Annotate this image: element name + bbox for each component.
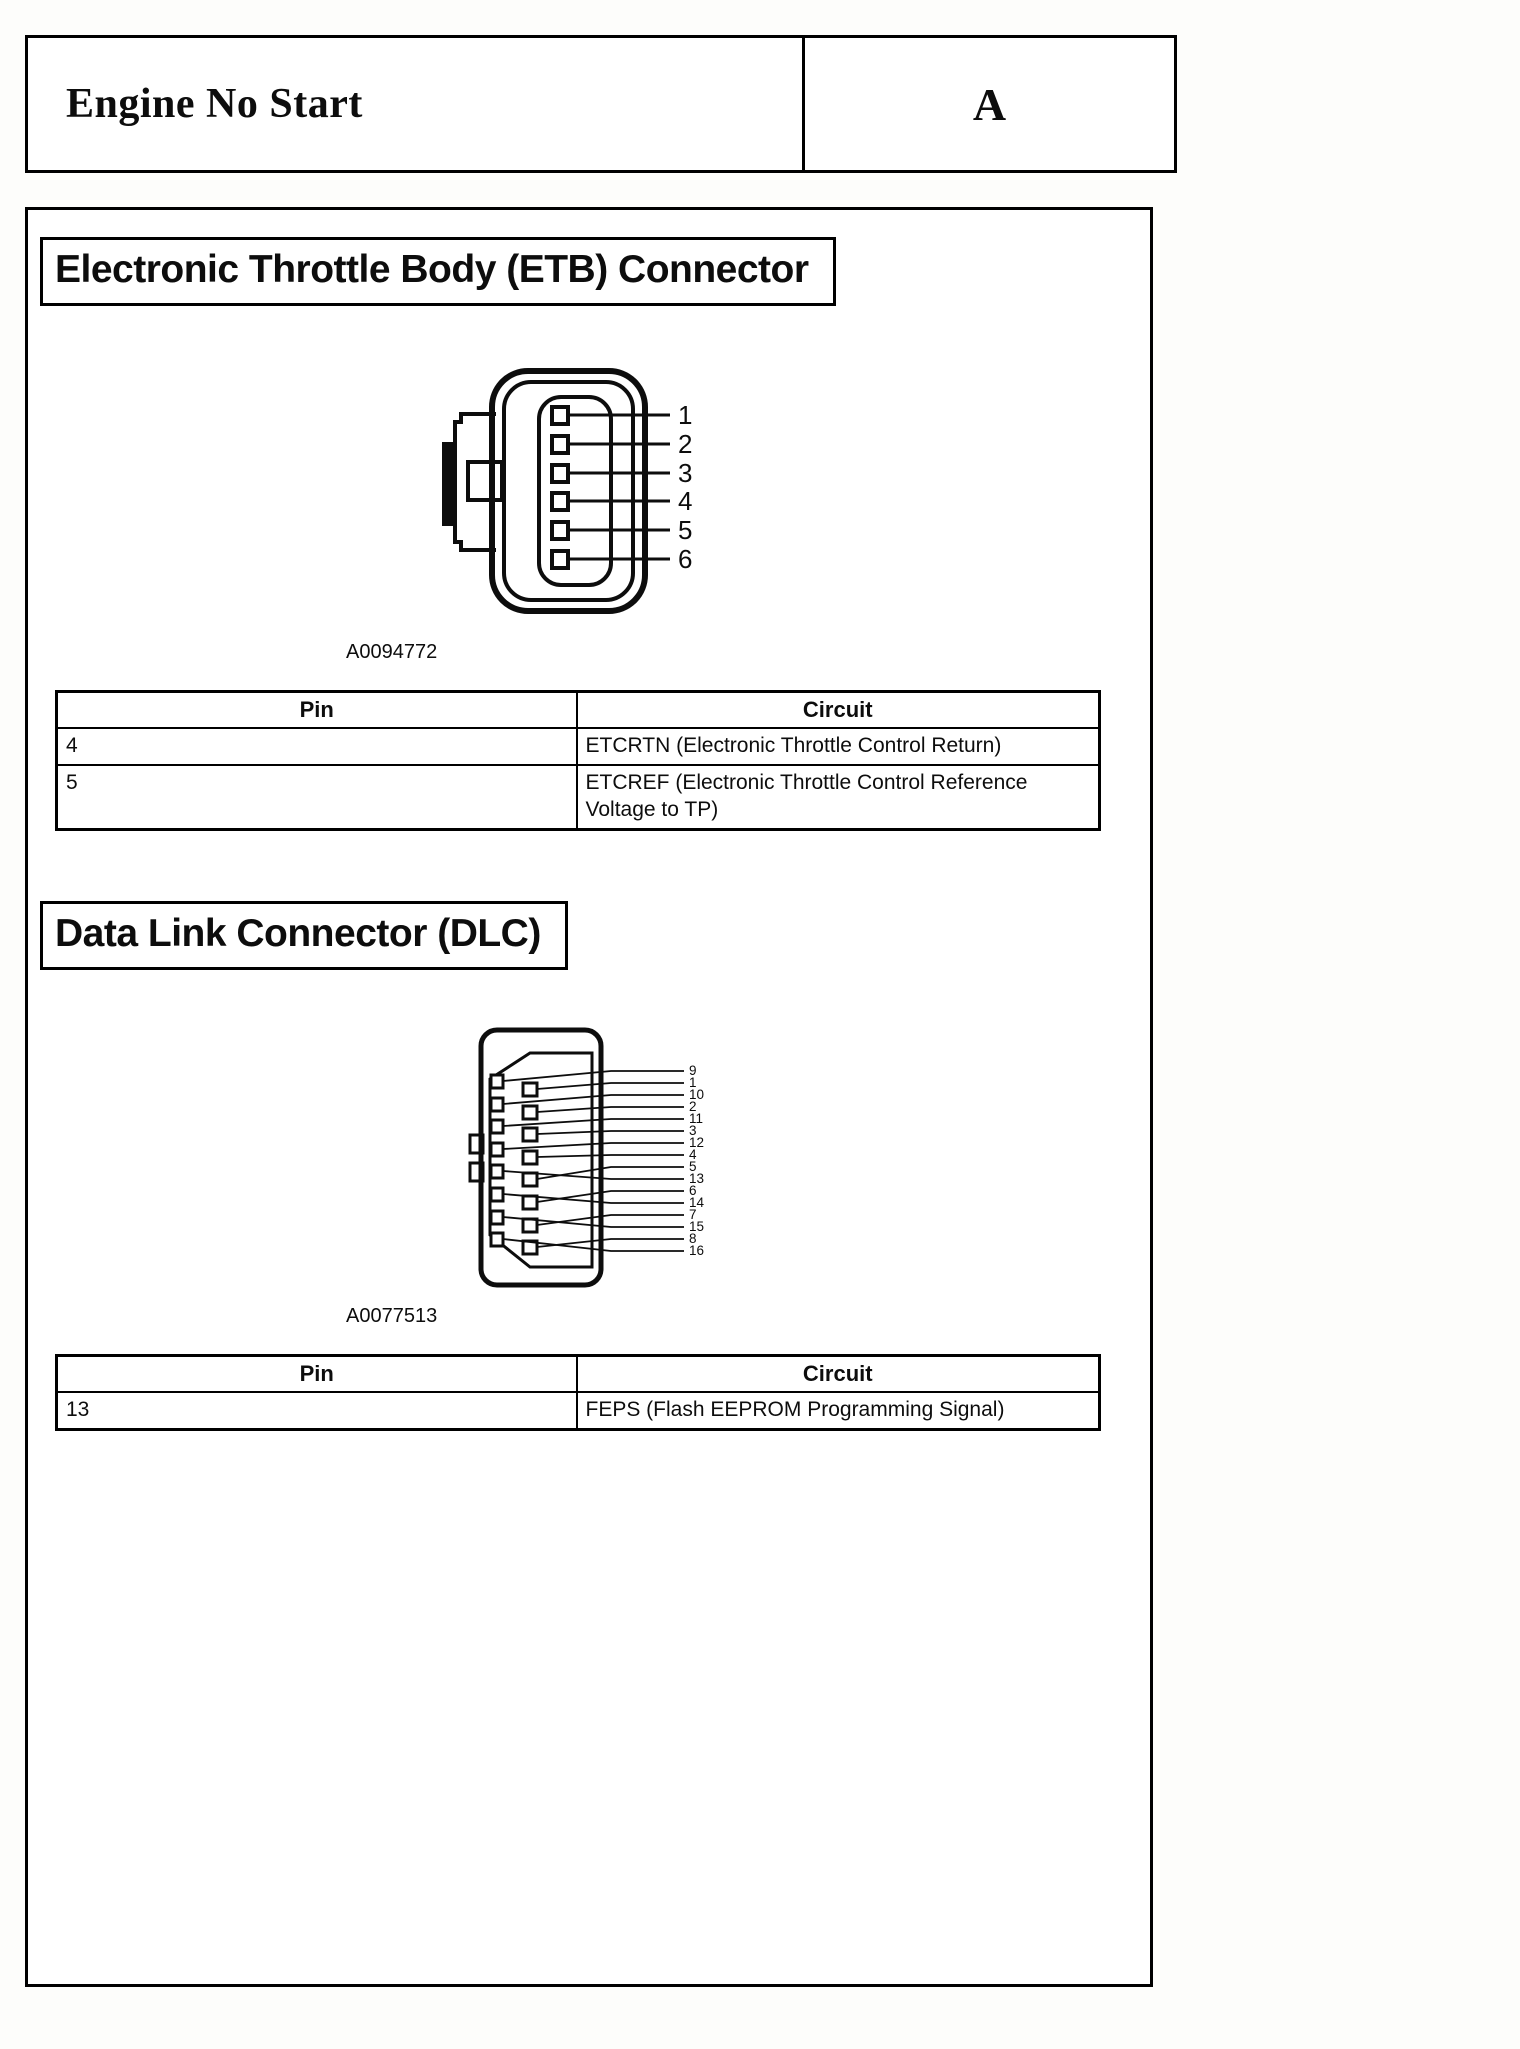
etb-figure-id: A0094772 xyxy=(346,641,438,663)
etb-table-row xyxy=(57,765,1100,829)
etb-pin-numbers xyxy=(678,400,692,574)
etb-row1-pin: 5 xyxy=(57,765,577,829)
etb-pin-number: 2 xyxy=(678,429,693,459)
dlc-connector-svg xyxy=(456,1025,886,1300)
dlc-pin-number: 11 xyxy=(689,1110,704,1126)
dlc-table-header-row xyxy=(57,1355,1100,1392)
etb-row0-circuit: ETCRTN (Electronic Throttle Control Return) xyxy=(577,728,1100,765)
dlc-row0-circuit: FEPS (Flash EEPROM Programming Signal) xyxy=(577,1392,1100,1430)
dlc-pin-numbers xyxy=(689,1063,705,1258)
etb-pin-number: 4 xyxy=(678,486,693,516)
dlc-section-title: Data Link Connector (DLC) xyxy=(55,911,541,955)
dlc-pin-number: 7 xyxy=(689,1206,697,1222)
etb-pin-number: 1 xyxy=(678,400,693,430)
etb-pin-number: 6 xyxy=(678,544,693,574)
etb-row1-circuit: ETCREF (Electronic Throttle Control Reference Voltage to TP) xyxy=(577,765,1100,829)
dlc-pin-number: 16 xyxy=(689,1242,705,1258)
page-header-right xyxy=(802,38,1174,170)
dlc-table-header-pin: Pin xyxy=(57,1355,577,1392)
page-header-left xyxy=(28,38,802,170)
dlc-connector-diagram xyxy=(28,970,1150,1305)
dlc-pin-number: 4 xyxy=(689,1146,697,1162)
etb-pin-table xyxy=(55,690,1101,831)
dlc-table-row xyxy=(57,1392,1100,1430)
dlc-pin-number: 14 xyxy=(689,1194,705,1210)
etb-section-title-box xyxy=(40,237,836,306)
dlc-pin-number: 10 xyxy=(689,1086,705,1102)
etb-table-header-pin: Pin xyxy=(57,692,577,729)
dlc-pin-number: 5 xyxy=(689,1158,697,1174)
etb-pin-number: 3 xyxy=(678,458,693,488)
dlc-pin-number: 12 xyxy=(689,1134,705,1150)
etb-side-tab-inner xyxy=(468,462,502,500)
dlc-table-header-circuit: Circuit xyxy=(577,1355,1100,1392)
page-title: Engine No Start xyxy=(66,81,363,127)
content-panel xyxy=(25,207,1153,1987)
etb-pin-cavity xyxy=(539,397,611,585)
etb-connector-diagram xyxy=(28,306,1150,641)
dlc-section-title-box xyxy=(40,901,568,970)
dlc-pin-number: 1 xyxy=(689,1074,697,1090)
etb-pin-number: 5 xyxy=(678,515,693,545)
dlc-pin-number: 8 xyxy=(689,1230,697,1246)
manual-page xyxy=(0,35,1520,1987)
dlc-pin-number: 2 xyxy=(689,1098,697,1114)
dlc-pin-table xyxy=(55,1354,1101,1431)
dlc-figure-id: A0077513 xyxy=(346,1304,438,1327)
section-letter: A xyxy=(972,78,1007,130)
etb-table-row xyxy=(57,728,1100,765)
etb-leader-lines xyxy=(568,415,670,559)
dlc-pin-number: 15 xyxy=(689,1218,705,1234)
etb-pins xyxy=(552,407,568,568)
page-header xyxy=(25,35,1177,173)
dlc-pin-number: 6 xyxy=(689,1182,697,1198)
dlc-pin-number: 13 xyxy=(689,1170,705,1186)
etb-table-header-circuit: Circuit xyxy=(577,692,1100,729)
etb-table-header-row xyxy=(57,692,1100,729)
dlc-row0-pin: 13 xyxy=(57,1392,577,1430)
dlc-pins-right xyxy=(523,1083,537,1254)
etb-section-title: Electronic Throttle Body (ETB) Connector xyxy=(55,248,809,291)
dlc-pin-number: 3 xyxy=(689,1122,697,1138)
etb-connector-svg xyxy=(440,364,780,634)
dlc-pin-number: 9 xyxy=(689,1062,697,1078)
etb-row0-pin: 4 xyxy=(57,728,577,765)
dlc-pins-left xyxy=(491,1075,503,1246)
